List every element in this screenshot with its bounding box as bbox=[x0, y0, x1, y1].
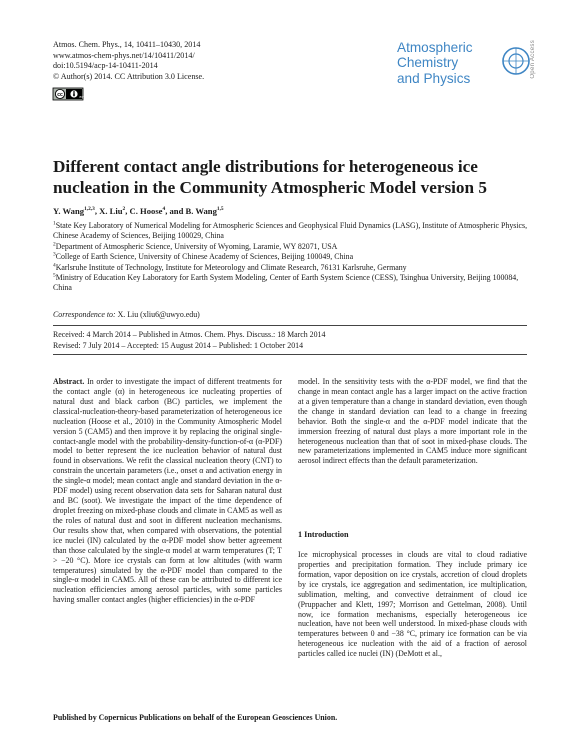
doi-line[interactable]: doi:10.5194/acp-14-10411-2014 bbox=[53, 61, 158, 71]
open-access-label: Open Access bbox=[530, 40, 536, 79]
divider-top bbox=[53, 325, 527, 326]
citation-line: Atmos. Chem. Phys., 14, 10411–10430, 2014 bbox=[53, 40, 201, 49]
publisher-footer: Published by Copernicus Publications on behalf of the European Geosciences Union. bbox=[53, 713, 338, 722]
divider-bottom bbox=[53, 354, 527, 355]
paper-title: Different contact angle distributions for heterogeneous ice nucleation in the Community Atmospheric Model version 5 bbox=[53, 157, 487, 197]
journal-line: and Physics bbox=[397, 70, 471, 86]
correspondence-email[interactable]: X. Liu (xliu6@uwyo.edu) bbox=[117, 310, 200, 319]
publication-dates bbox=[53, 330, 325, 351]
globe-logo-icon bbox=[501, 46, 531, 76]
section-heading: 1 Introduction bbox=[298, 530, 349, 539]
abstract-right-column: model. In the sensitivity tests with the α-PDF model, we find that the change in mean contact angle has a larger impact on the active fraction at a given temperature than a change in standard deviation, even though the change in standard deviation can lead to a change in freezing behavior. Both the single-α and the α-PDF model indicate that the immersion freezing of natural dust plays a more important role in the heterogeneous nucleation than that of soot in mixed-phase clouds. The new parameterizations implemented in CAM5 induce more significant aerosol indirect effects than the default parameterization. bbox=[298, 377, 527, 466]
abstract-text: In order to investigate the impact of different treatments for the contact angle (α) in heterogeneous ice nucleating properties of natural dust and black carbon (BC) particles, we implement the classical-nucleation-theory-based parameterization of heterogeneous ice nucleation (Hoose et al., 2010) in the Community Atmospheric Model version 5 (CAM5) and then improve it by replacing the original single-contact-angle model with the probability-density-function-of-α (α-PDF) model to better represent the ice nucleation behavior of natural dust found in observations. We refit the classical nucleation theory (CNT) to constrain the uncertain parameters (i.e., onset α and activation energy in the single-α model; mean contact angle and standard deviation in the α-PDF model) using recent observation data sets for Saharan natural dust and BC (soot). We investigate the impact of the time dependence of droplet freezing on mixed-phase clouds and climate in CAM5 as well as the roles of natural dust and soot in different nucleation mechanisms. Our results show that, when compared with observations, the potential ice nuclei (IN) calculated by the α-PDF model show better agreement than those calculated by the single-α model at warm temperatures (T; T > −20 °C). More ice crystals can form at low altitudes (with warm temperatures) simulated by the α-PDF model than compared to the single-α model in CAM5. All of these can be attributed to different ice nucleation efficiencies among aerosol particles, with some particles having smaller contact angles (higher efficiencies) in the α-PDF bbox=[53, 377, 282, 605]
affiliation-text: State Key Laboratory of Numerical Modeling for Atmospheric Sciences and Geophysical Fluid Dynamics (LASG), Institute of Atmospheric Physics, Chinese Academy of Sciences, Beijing 100029, China bbox=[53, 221, 528, 241]
author-name: C. Hoose bbox=[129, 206, 163, 216]
citation-block bbox=[53, 40, 204, 82]
author-name: X. Liu bbox=[99, 206, 123, 216]
author-sup: 1,5 bbox=[216, 206, 224, 213]
affiliation-item bbox=[53, 252, 533, 262]
affiliations bbox=[53, 221, 533, 294]
correspondence bbox=[53, 310, 200, 319]
affiliation-item bbox=[53, 242, 533, 252]
affiliation-text: Ministry of Education Key Laboratory for Earth System Modeling, Center of Earth System Science (CESS), Tsinghua University, Beijing 100084, China bbox=[53, 273, 519, 293]
journal-logo-text bbox=[397, 40, 473, 86]
affiliation-text: Department of Atmospheric Science, University of Wyoming, Laramie, WY 82071, USA bbox=[55, 241, 338, 251]
author-sup: 1,2,3 bbox=[84, 206, 95, 213]
affiliation-item bbox=[53, 273, 533, 294]
correspondence-label: Correspondence to: bbox=[53, 310, 116, 319]
cc-badge-text: cc bbox=[57, 92, 63, 98]
license-line: © Author(s) 2014. CC Attribution 3.0 License. bbox=[53, 71, 205, 81]
journal-line: Chemistry bbox=[397, 55, 459, 71]
author-sup: 4 bbox=[162, 206, 166, 213]
author-sup: 2 bbox=[122, 206, 126, 213]
affiliation-item bbox=[53, 263, 533, 273]
abstract-label: Abstract. bbox=[53, 377, 85, 386]
by-badge-text: BY bbox=[79, 95, 84, 99]
affiliation-sup: 5 bbox=[53, 272, 56, 279]
author-list: Y. Wang$^{1,2,3}$, X. Liu$^2$, C. Hoose$^4$, and B. Wang$^{1,5}$ bbox=[53, 206, 224, 216]
journal-line: Atmospheric bbox=[397, 40, 473, 55]
author-name: Y. Wang bbox=[53, 206, 85, 216]
affiliation-sup: 2 bbox=[53, 241, 56, 248]
author-name: B. Wang bbox=[185, 206, 217, 216]
affiliation-text: Karlsruhe Institute of Technology, Institute for Meteorology and Climate Research, 76131 Karlsruhe, Germany bbox=[55, 262, 407, 272]
introduction-text: Ice microphysical processes in clouds are vital to cloud radiative properties and precipitation formation. They include primary ice formation, vapor deposition on ice crystals, accretion of cloud droplets by ice crystals, ice aggregation and sedimentation, ice multiplication, sublimation, melting, and convective detrainment of cloud ice (Pruppacher and Klett, 1997; Morrison and Gettelman, 2008). Until now, ice formation mechanisms, especially heterogeneous ice nucleation, have not been well understood. In mixed-phase clouds with temperatures between 0 and −38 °C, primary ice formation can be via heterogeneous ice nucleation with the aid of a fraction of aerosol particles called ice nuclei (IN) (DeMott et al., bbox=[298, 550, 527, 659]
affiliation-sup: 1 bbox=[53, 220, 56, 227]
affiliation-sup: 3 bbox=[53, 251, 56, 258]
dates-received: Received: 4 March 2014 – Published in Atmos. Chem. Phys. Discuss.: 18 March 2014 bbox=[53, 330, 326, 339]
dates-revised: Revised: 7 July 2014 – Accepted: 15 August 2014 – Published: 1 October 2014 bbox=[53, 340, 304, 350]
cc-by-license-icon[interactable] bbox=[53, 88, 83, 100]
affiliation-sup: 4 bbox=[53, 262, 56, 268]
url-line[interactable]: www.atmos-chem-phys.net/14/10411/2014/ bbox=[53, 50, 195, 60]
affiliation-item bbox=[53, 221, 533, 242]
abstract-left-column bbox=[53, 377, 282, 605]
affiliation-text: College of Earth Science, University of Chinese Academy of Sciences, Beijing 100049, China bbox=[55, 252, 354, 262]
